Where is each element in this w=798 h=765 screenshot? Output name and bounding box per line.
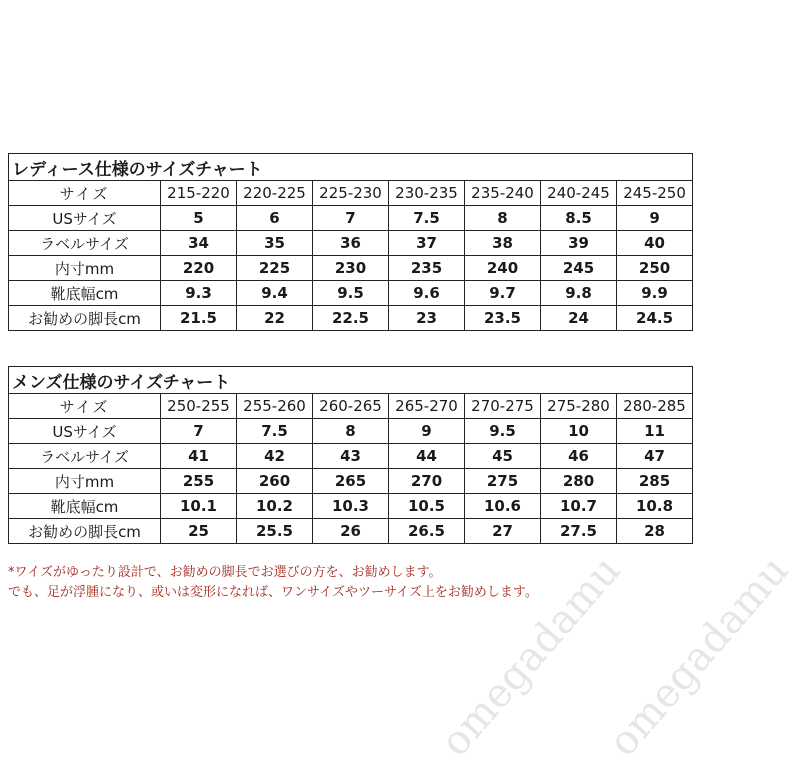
row-header: サイズ [9, 181, 161, 206]
table-cell: 230-235 [389, 181, 465, 206]
row-header: 内寸mm [9, 256, 161, 281]
table-cell: 255 [161, 469, 237, 494]
table-cell: 41 [161, 444, 237, 469]
table-row [9, 469, 693, 494]
table-cell: 230 [313, 256, 389, 281]
table-cell: 35 [237, 231, 313, 256]
row-header: サイズ [9, 394, 161, 419]
table-cell: 250-255 [161, 394, 237, 419]
row-header: USサイズ [9, 419, 161, 444]
table-cell: 265 [313, 469, 389, 494]
table-cell: 285 [617, 469, 693, 494]
table-cell: 24 [541, 306, 617, 331]
table-cell: 225-230 [313, 181, 389, 206]
table-cell: 45 [465, 444, 541, 469]
row-header: USサイズ [9, 206, 161, 231]
row-header: 靴底幅cm [9, 281, 161, 306]
ladies-size-chart [8, 153, 693, 331]
table-cell: 215-220 [161, 181, 237, 206]
row-header: お勧めの脚長cm [9, 306, 161, 331]
table-cell: 9 [617, 206, 693, 231]
table-cell: 10.1 [161, 494, 237, 519]
table-row [9, 206, 693, 231]
table-cell: 9 [389, 419, 465, 444]
table-cell: 220 [161, 256, 237, 281]
table-cell: 225 [237, 256, 313, 281]
table-cell: 280-285 [617, 394, 693, 419]
fit-notes [8, 563, 748, 603]
table-cell: 24.5 [617, 306, 693, 331]
table-cell: 260-265 [313, 394, 389, 419]
table-cell: 26.5 [389, 519, 465, 544]
ladies-table-body [9, 154, 693, 331]
table-cell: 36 [313, 231, 389, 256]
row-header: お勧めの脚長cm [9, 519, 161, 544]
table-cell: 40 [617, 231, 693, 256]
table-cell: 8.5 [541, 206, 617, 231]
table-row [9, 281, 693, 306]
table-cell: 265-270 [389, 394, 465, 419]
table-row [9, 394, 693, 419]
table-cell: 260 [237, 469, 313, 494]
watermark-text: omegadamu [432, 547, 630, 765]
table-row [9, 256, 693, 281]
table-cell: 44 [389, 444, 465, 469]
table-cell: 23 [389, 306, 465, 331]
table-cell: 22.5 [313, 306, 389, 331]
table-cell: 235 [389, 256, 465, 281]
table-cell: 7 [313, 206, 389, 231]
note-line-2: でも、足が浮腫になり、或いは変形になれば、ワンサイズやツーサイズ上をお勧めします。 [8, 585, 538, 600]
row-header: ラベルサイズ [9, 231, 161, 256]
table-cell: 37 [389, 231, 465, 256]
row-header: ラベルサイズ [9, 444, 161, 469]
table-cell: 7.5 [389, 206, 465, 231]
table-cell: 275 [465, 469, 541, 494]
table-cell: 10.3 [313, 494, 389, 519]
table-row [9, 231, 693, 256]
table-cell: 9.3 [161, 281, 237, 306]
table-cell: 27 [465, 519, 541, 544]
table-cell: 23.5 [465, 306, 541, 331]
table-row [9, 419, 693, 444]
table-cell: 26 [313, 519, 389, 544]
table-cell: 245-250 [617, 181, 693, 206]
table-cell: 27.5 [541, 519, 617, 544]
table-cell: 10.2 [237, 494, 313, 519]
table-title-row [9, 367, 693, 394]
mens-table-body [9, 367, 693, 544]
table-cell: 38 [465, 231, 541, 256]
table-cell: 275-280 [541, 394, 617, 419]
table-cell: 220-225 [237, 181, 313, 206]
table-cell: 25.5 [237, 519, 313, 544]
table-cell: 43 [313, 444, 389, 469]
table-cell: 235-240 [465, 181, 541, 206]
table-cell: 10.5 [389, 494, 465, 519]
table-cell: 240-245 [541, 181, 617, 206]
table-cell: 10.8 [617, 494, 693, 519]
table-cell: 255-260 [237, 394, 313, 419]
table-cell: 7.5 [237, 419, 313, 444]
table-cell: 7 [161, 419, 237, 444]
mens-size-chart [8, 366, 693, 544]
table-row [9, 494, 693, 519]
table-cell: 39 [541, 231, 617, 256]
table-row [9, 306, 693, 331]
table-cell: 10.6 [465, 494, 541, 519]
table-cell: 22 [237, 306, 313, 331]
table-row [9, 519, 693, 544]
table-cell: 9.7 [465, 281, 541, 306]
table-cell: 34 [161, 231, 237, 256]
table-cell: 9.5 [313, 281, 389, 306]
table-cell: 21.5 [161, 306, 237, 331]
table-cell: 28 [617, 519, 693, 544]
table-cell: 280 [541, 469, 617, 494]
table-cell: 270 [389, 469, 465, 494]
table-cell: 47 [617, 444, 693, 469]
table-row [9, 444, 693, 469]
table-cell: 9.4 [237, 281, 313, 306]
table-title: レディース仕様のサイズチャート [9, 154, 693, 181]
table-cell: 8 [313, 419, 389, 444]
row-header: 靴底幅cm [9, 494, 161, 519]
table-cell: 5 [161, 206, 237, 231]
note-line-1: *ワイズがゆったり設計で、お勧めの脚長でお選びの方を、お勧めします。 [8, 565, 442, 580]
table-cell: 9.8 [541, 281, 617, 306]
table-cell: 245 [541, 256, 617, 281]
watermark-text: omegadamu [600, 547, 798, 765]
table-cell: 270-275 [465, 394, 541, 419]
table-row [9, 181, 693, 206]
table-cell: 11 [617, 419, 693, 444]
table-cell: 9.6 [389, 281, 465, 306]
table-cell: 9.5 [465, 419, 541, 444]
table-cell: 10 [541, 419, 617, 444]
table-cell: 42 [237, 444, 313, 469]
table-cell: 240 [465, 256, 541, 281]
table-title-row [9, 154, 693, 181]
table-cell: 25 [161, 519, 237, 544]
table-cell: 8 [465, 206, 541, 231]
table-title: メンズ仕様のサイズチャート [9, 367, 693, 394]
table-cell: 250 [617, 256, 693, 281]
table-cell: 46 [541, 444, 617, 469]
row-header: 内寸mm [9, 469, 161, 494]
table-cell: 10.7 [541, 494, 617, 519]
table-cell: 9.9 [617, 281, 693, 306]
table-cell: 6 [237, 206, 313, 231]
